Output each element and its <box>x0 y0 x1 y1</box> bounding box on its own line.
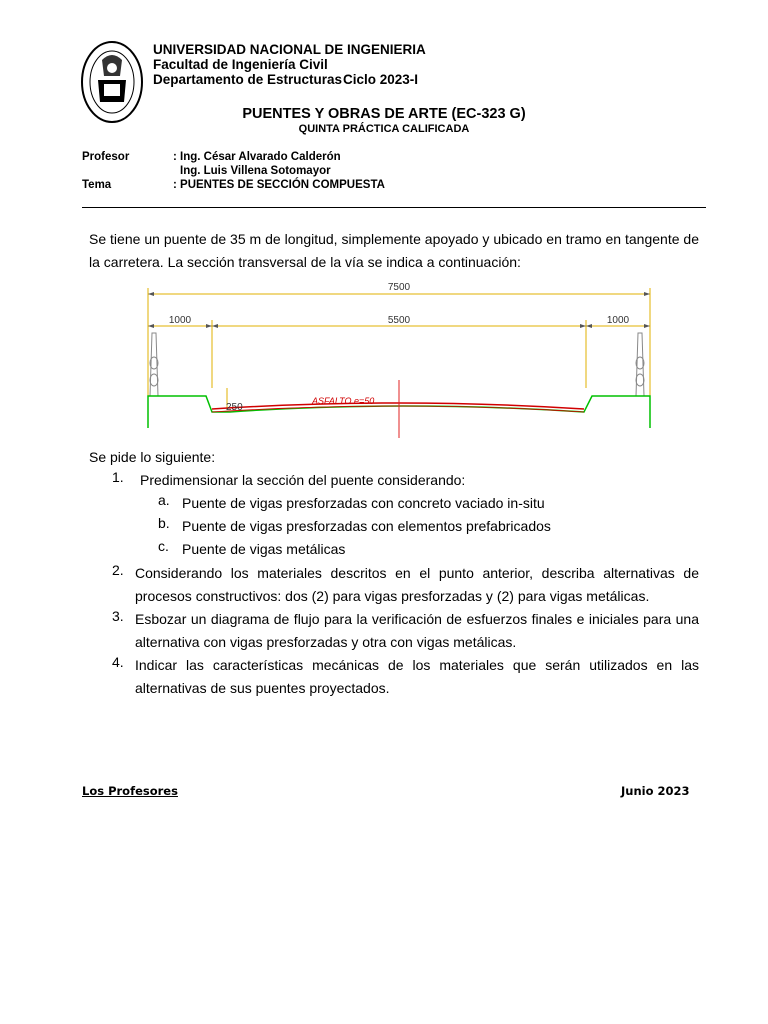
item-1b-text: Puente de vigas presforzadas con elementos prefabricados <box>182 518 551 534</box>
profesor-name-2: Ing. Luis Villena Sotomayor <box>180 165 331 177</box>
faculty-name: Facultad de Ingeniería Civil <box>153 57 328 72</box>
dim-roadway: 5500 <box>387 315 411 326</box>
cycle-label: Ciclo 2023-I <box>343 72 419 87</box>
item-1c-number: c. <box>158 538 169 554</box>
university-name: UNIVERSIDAD NACIONAL DE INGENIERIA <box>153 42 426 57</box>
tema-label: Tema <box>82 179 112 191</box>
profesor-label: Profesor <box>82 151 130 163</box>
signature: Los Profesores <box>82 784 178 798</box>
item-1a-text: Puente de vigas presforzadas con concreto vaciado in-situ <box>182 495 545 511</box>
item-3-number: 3. <box>112 608 124 624</box>
dim-left-sidewalk: 1000 <box>168 315 192 326</box>
course-title: PUENTES Y OBRAS DE ARTE (EC-323 G) <box>242 106 526 122</box>
tema-value: : PUENTES DE SECCIÓN COMPUESTA <box>173 179 385 191</box>
item-1c-text: Puente de vigas metálicas <box>182 541 346 557</box>
dim-right-sidewalk: 1000 <box>606 315 630 326</box>
dim-curb-height: 250 <box>226 402 243 413</box>
item-1b-number: b. <box>158 515 170 531</box>
item-4-number: 4. <box>112 654 124 670</box>
profesor-name-1: : Ing. César Alvarado Calderón <box>173 151 341 163</box>
item-2-text: Considerando los materiales descritos en el punto anterior, describa alternativas de procesos constructivos: dos (2) para vigas presforzadas y (2) para vigas metálicas. <box>135 565 699 604</box>
date: Junio 2023 <box>621 784 690 798</box>
item-3-text: Esbozar un diagrama de flujo para la verificación de esfuerzos finales e iniciales para una alternativa con vigas presforzadas y otra con vigas metálicas. <box>135 611 699 650</box>
bridge-cross-section <box>140 278 658 438</box>
dim-total: 7500 <box>387 282 411 293</box>
item-1-text: Predimensionar la sección del puente considerando: <box>140 472 466 488</box>
item-2-number: 2. <box>112 562 124 578</box>
requirements-lead: Se pide lo siguiente: <box>89 449 216 465</box>
item-1a-number: a. <box>158 492 170 508</box>
left-railing <box>150 333 158 396</box>
department-name: Departamento de Estructuras <box>153 72 343 87</box>
right-railing <box>636 333 644 396</box>
item-1-number: 1. <box>112 469 124 485</box>
exam-subtitle: QUINTA PRÁCTICA CALIFICADA <box>298 123 470 135</box>
item-4-text: Indicar las características mecánicas de los materiales que serán utilizados en las alternativas de sus puentes proyectados. <box>135 657 699 696</box>
asphalt-label: ASFALTO e=50 <box>312 396 375 406</box>
header-divider <box>82 207 706 208</box>
intro-paragraph: Se tiene un puente de 35 m de longitud, simplemente apoyado y ubicado en tramo en tangente de la carretera. La sección transversal de la vía se indica a continuación: <box>89 231 699 270</box>
